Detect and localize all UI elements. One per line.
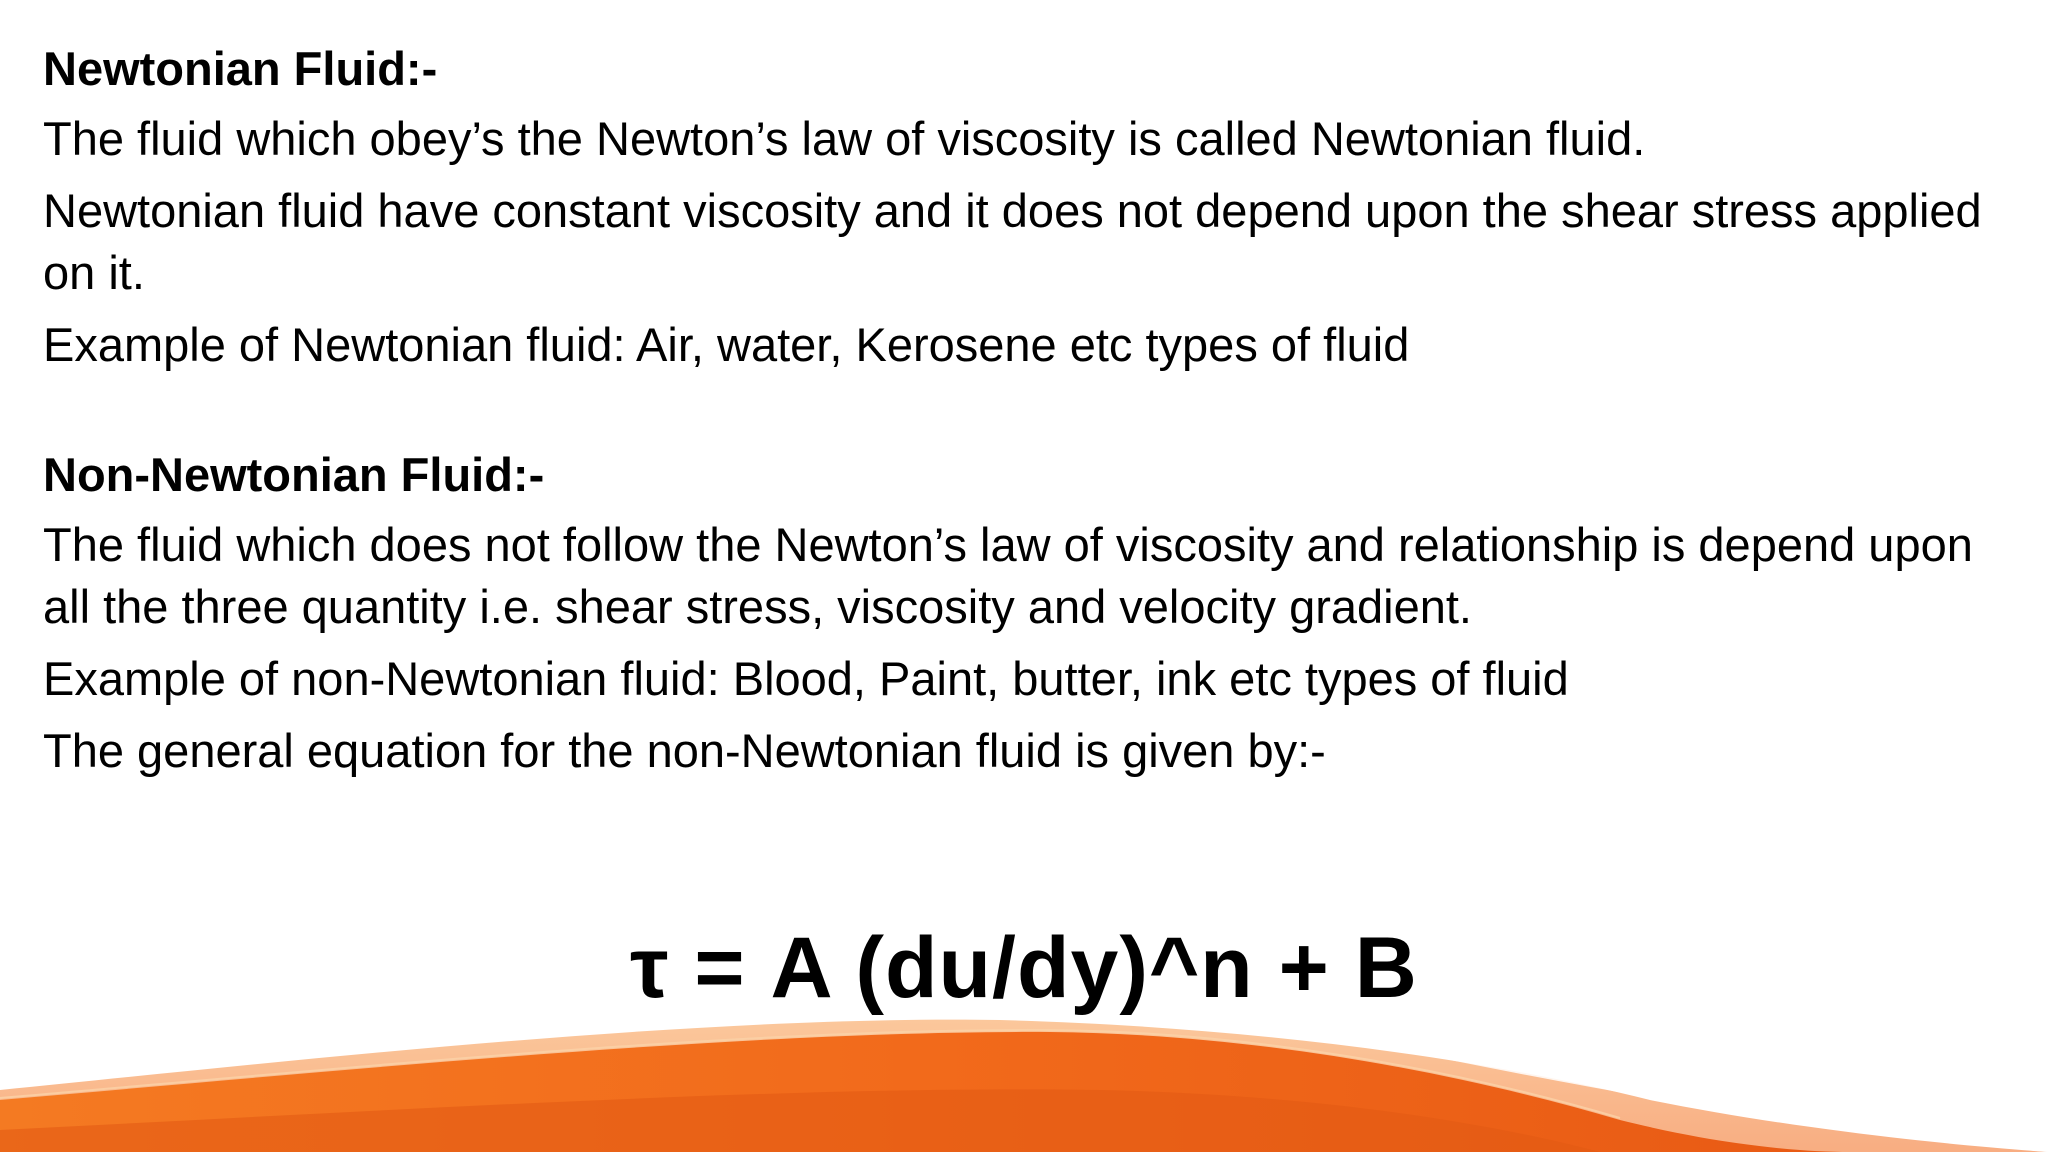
non-newtonian-definition: The fluid which does not follow the Newton’s law of viscosity and relationship is depend upon all the three quantity i.e. shear stress, viscosity and velocity gradient. — [43, 518, 1973, 633]
non-newtonian-heading: Non-Newtonian Fluid:- — [43, 448, 545, 501]
newtonian-examples: Example of Newtonian fluid: Air, water, Kerosene etc types of fluid — [43, 318, 1410, 371]
non-newtonian-examples: Example of non-Newtonian fluid: Blood, Paint, butter, ink etc types of fluid — [43, 652, 1569, 705]
newtonian-definition: The fluid which obey’s the Newton’s law of viscosity is called Newtonian fluid. — [43, 112, 1646, 165]
general-equation: τ = A (du/dy)^n + B — [630, 920, 1418, 1016]
newtonian-heading: Newtonian Fluid:- — [43, 42, 438, 95]
non-newtonian-equation-intro: The general equation for the non-Newtonian fluid is given by:- — [43, 724, 1326, 777]
slide-content — [43, 40, 2013, 782]
newtonian-property: Newtonian fluid have constant viscosity and it does not depend upon the shear stress applied on it. — [43, 184, 1982, 299]
non-newtonian-section — [43, 446, 2013, 782]
newtonian-section — [43, 40, 2013, 376]
